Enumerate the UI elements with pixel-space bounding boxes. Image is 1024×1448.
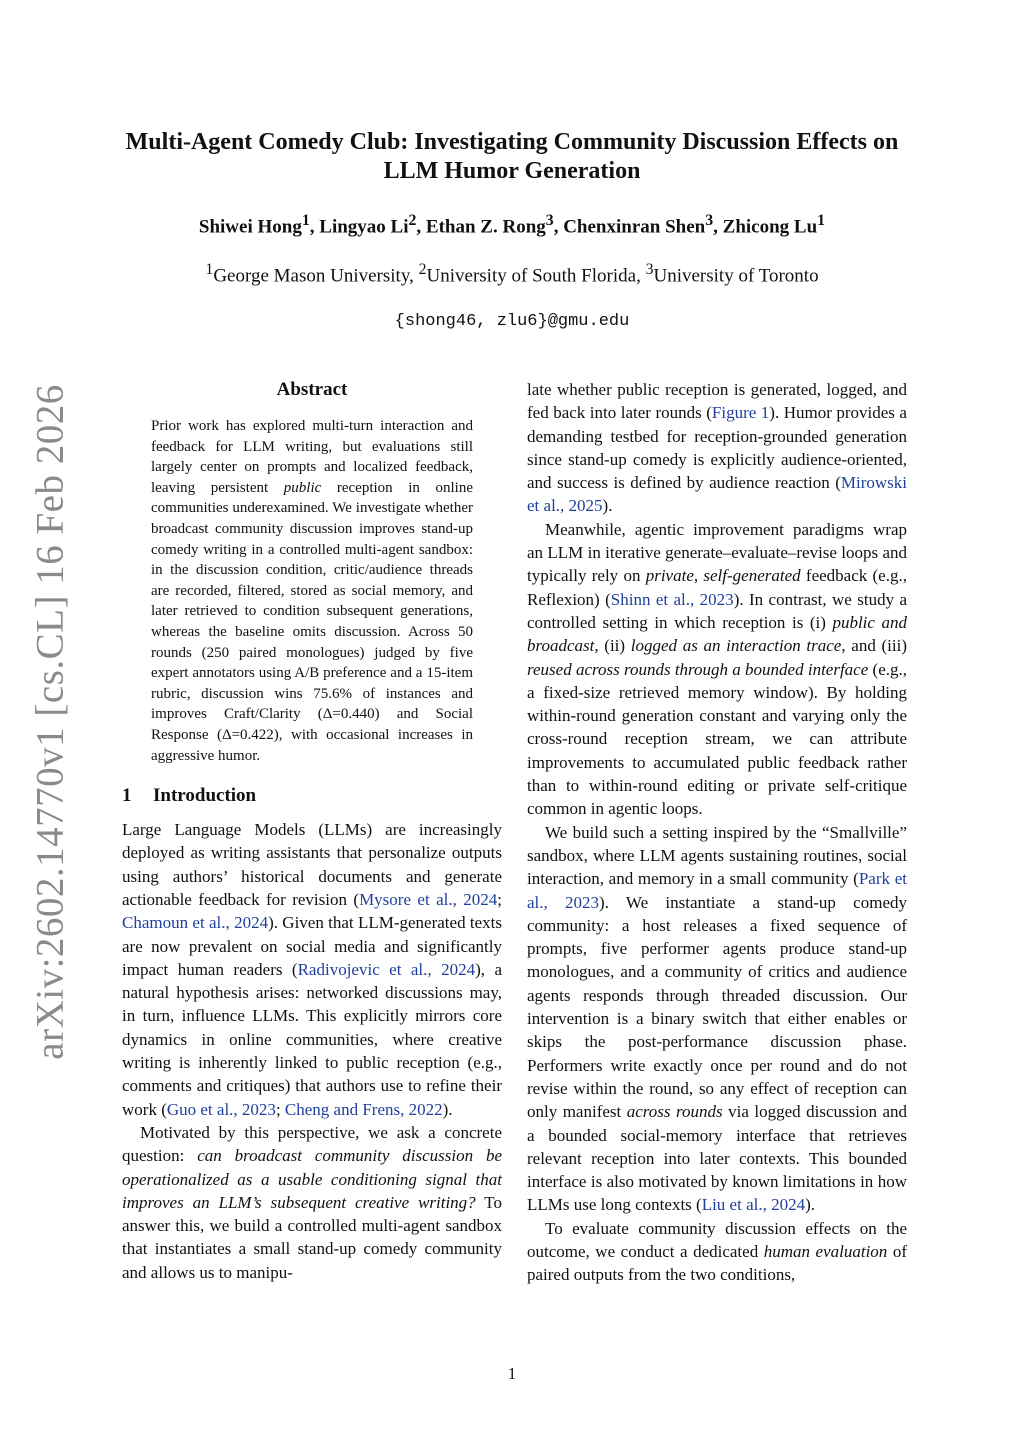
author-name: Shiwei Hong bbox=[198, 216, 302, 238]
section-title: Introduction bbox=[153, 785, 257, 807]
citation-link[interactable]: Mysore et al., 2024 bbox=[359, 889, 498, 909]
contact-email: {shong46, zlu6}@gmu.edu bbox=[394, 312, 630, 331]
author-name: Ethan Z. Rong bbox=[425, 216, 546, 238]
citation-link[interactable]: Park et al., 2023 bbox=[527, 869, 907, 912]
author-name: Zhicong Lu bbox=[722, 216, 818, 238]
paper-title bbox=[100, 128, 924, 186]
affiliation-name: University of Toronto bbox=[653, 265, 819, 287]
body-paragraph: Motivated by this perspective, we ask a concrete question: can broadcast community discussion be operationalized as a usable conditioning signal that improves an LLM’s subsequent creative writing? To answer this, we build a controlled multi-agent sandbox that instantiates a small stand-up comedy community and allows us to manipu- bbox=[122, 1122, 502, 1282]
citation-link[interactable]: Mirowski et al., 2025 bbox=[527, 473, 907, 516]
author-affiliation-mark: 2 bbox=[408, 212, 417, 229]
intro-left-paragraphs bbox=[122, 818, 502, 1284]
right-column bbox=[527, 378, 907, 1287]
citation-link[interactable]: Radivojevic et al., 2024 bbox=[297, 959, 476, 979]
author-list: Shiwei Hong$^1$, Lingyao Li$^2$, Ethan Z. Rong$^3$, Chenxinran Shen$^3$, Zhicong Lu$^1$ bbox=[198, 212, 826, 238]
affiliation-list: $^1$George Mason University, $^2$University of South Florida, $^3$University of Toronto bbox=[205, 261, 819, 287]
citation-link[interactable]: Cheng and Frens, 2022 bbox=[284, 1099, 443, 1119]
arxiv-sidebar-stamp: arXiv:2602.14770v1 [cs.CL] 16 Feb 2026 bbox=[28, 384, 72, 1060]
citation-link[interactable]: Shinn et al., 2023 bbox=[610, 589, 734, 609]
section-number: 1 bbox=[122, 785, 132, 807]
emphasized-text: across rounds bbox=[626, 1102, 723, 1122]
body-paragraph: To evaluate community discussion effects on the outcome, we conduct a dedicated human evaluation of paired outputs from the two conditions, bbox=[527, 1218, 907, 1285]
title-line-2: LLM Humor Generation bbox=[383, 158, 641, 184]
abstract-body: Prior work has explored multi-turn interaction and feedback for LLM writing, but evaluations still largely center on prompts and localized feedback, leaving persistent public reception in online communities underexamined. We investigate whether broadcast community discussion improves stand-up comedy writing in a controlled multi-agent sandbox: in the discussion condition, critic/audience threads are recorded, filtered, stored as social memory, and later retrieved to condition subsequent generations, whereas the baseline omits discussion. Across 50 rounds (250 paired monologues) judged by five expert annotators using A/B preference and a 15-item rubric, discussion wins 75.6% of instances and improves Craft/Clarity (Δ=0.440) and Social Response (Δ=0.422), with occasional increases in aggressive humor. bbox=[151, 418, 473, 764]
citation-link[interactable]: Guo et al., 2023 bbox=[166, 1099, 276, 1119]
emphasized-text: public bbox=[283, 479, 322, 496]
page-number: 1 bbox=[507, 1364, 517, 1383]
emphasized-text: public and broadcast bbox=[527, 612, 907, 656]
section-heading-introduction bbox=[122, 784, 502, 808]
abstract-heading: Abstract bbox=[276, 379, 348, 400]
body-paragraph: We build such a setting inspired by the “Smallville” sandbox, where LLM agents sustaining routines, social interaction, and memory in a small community (Park et al., 2023). We instantiate a stand-up comedy community: a host releases a fixed sequence of prompts, five performer agents produce stand-up monologues, and a community of critics and audience agents responds through threaded discussion. Our intervention is a binary switch that either enables or skips the post-performance discussion phase. Performers write exactly once per round and do not revise within the round, so any effect of reception can only manifest across rounds via logged discussion and a bounded social-memory interface that retrieves relevant reception into later contexts. This bounded interface is also motivated by known limitations in how LLMs use long contexts (Liu et al., 2024). bbox=[527, 822, 907, 1215]
emphasized-text: logged as an interaction trace bbox=[630, 636, 842, 656]
citation-link[interactable]: Chamoun et al., 2024 bbox=[122, 913, 269, 933]
author-affiliation-mark: 3 bbox=[705, 212, 714, 229]
intro-right-paragraphs bbox=[527, 378, 907, 1287]
affiliation-mark: 3 bbox=[645, 261, 654, 278]
emphasized-text: human evaluation bbox=[763, 1241, 888, 1261]
citation-link[interactable]: Liu et al., 2024 bbox=[701, 1195, 806, 1215]
body-paragraph: Meanwhile, agentic improvement paradigms wrap an LLM in iterative generate–evaluate–revise loops and typically rely on private, self-generated feedback (e.g., Reflexion) (Shinn et al., 2023). In contrast, we study a controlled setting in which reception is (i) public and broadcast, (ii) logged as an interaction trace, and (iii) reused across rounds through a bounded interface (e.g., a fixed-size retrieved memory window). By holding within-round generation constant and varying only the cross-round reception stream, we can attribute improvements to accumulated public feedback rather than to within-round editing or private self-critique common in agentic loops. bbox=[527, 519, 908, 819]
emphasized-text: can broadcast community discussion be operationalized as a usable conditioning signal that improves an LLM’s subsequent creative writing? bbox=[122, 1146, 502, 1212]
affiliation-name: University of South Florida bbox=[426, 265, 637, 287]
affiliation-mark: 1 bbox=[205, 261, 214, 278]
author-affiliation-mark: 1 bbox=[817, 212, 826, 229]
author-affiliation-mark: 1 bbox=[301, 212, 310, 229]
title-line-1: Multi-Agent Comedy Club: Investigating Community Discussion Effects on bbox=[125, 129, 899, 155]
emphasized-text: private, self-generated bbox=[645, 566, 801, 586]
author-name: Chenxinran Shen bbox=[563, 216, 706, 238]
author-affiliation-mark: 3 bbox=[545, 212, 554, 229]
left-column bbox=[122, 378, 502, 1284]
affiliation-mark: 2 bbox=[418, 261, 427, 278]
affiliation-name: George Mason University bbox=[213, 265, 410, 287]
author-name: Lingyao Li bbox=[319, 216, 409, 238]
body-paragraph: late whether public reception is generated, logged, and fed back into later rounds (Figure 1). Humor provides a demanding testbed for reception-grounded generation since stand-up comedy is explicitly audience-oriented, and success is defined by audience reaction (Mirowski et al., 2025). bbox=[527, 380, 907, 516]
body-paragraph: Large Language Models (LLMs) are increasingly deployed as writing assistants that personalize outputs using authors’ historical documents and generate actionable feedback for revision (Mysore et al., 2024; Chamoun et al., 2024). Given that LLM-generated texts are now prevalent on social media and significantly impact human readers (Radivojevic et al., 2024), a natural hypothesis arises: networked discussions may, in turn, influence LLMs. This explicitly mirrors core dynamics in online communities, where creative writing is inherently linked to public reception (e.g., comments and critiques) that authors use to refine their work (Guo et al., 2023; Cheng and Frens, 2022). bbox=[122, 820, 503, 1119]
emphasized-text: reused across rounds through a bounded interface bbox=[527, 659, 869, 679]
citation-link[interactable]: Figure 1 bbox=[711, 403, 770, 423]
